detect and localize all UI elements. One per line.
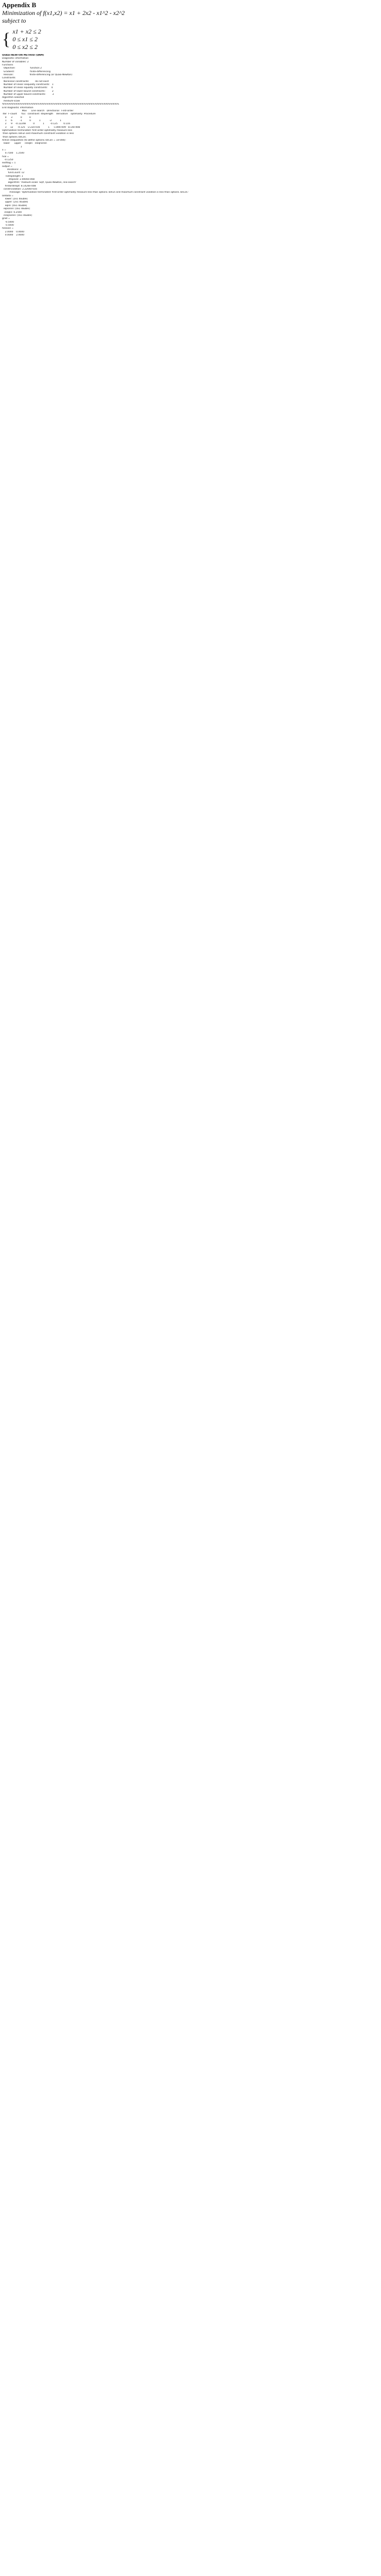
output-line: 0.5000: [2, 224, 14, 227]
output-line: firstorderopt: 8.1426e-008: [2, 184, 36, 188]
output-line: Algorithm selected: [2, 96, 24, 99]
output-line: Optimization terminated: first-order optimality measure less: [2, 129, 72, 132]
output-line: Hessian: finite-differencing (or Quasi-Newton): [2, 74, 72, 77]
section-title: QUASI-NEWTON METHOD (QNM): [2, 54, 44, 57]
output-line: %%%%%%%%%%%%%%%%%%%%%%%%%%%%%%%%%%%%%%%%%%%%%%%%%%%%%: [2, 103, 119, 106]
output-line: exitflag = 1: [2, 162, 16, 165]
output-line: algorithm: 'medium-scale: SQP, Quasi-Newton, line-search': [2, 181, 77, 184]
constraint-list: [12, 28, 41, 51]
output-line: than options.TolFun and maximum constraint violation is less: [2, 132, 74, 135]
output-line: grad =: [2, 217, 10, 221]
output-line: 2 9 -0.12248 0 1 -0.125 0.116: [2, 123, 71, 126]
sections-container: [2, 54, 379, 237]
output-line: 0.0000 2.0000: [2, 233, 24, 236]
output-line: funcCount: 12: [2, 172, 25, 175]
output-line: hessian =: [2, 227, 14, 230]
output-line: lower upper ineqlin ineqnonlin: [2, 142, 47, 145]
output-line: Active inequalities (to within options.TolCon = 1e-006):: [2, 139, 67, 142]
appendix-title: Appendix B: [2, 1, 37, 9]
output-line: than options.TolCon.: [2, 135, 27, 139]
output-line: 0 3 0 0: [2, 116, 31, 119]
output-line: stepsize: 2.0000e-008: [2, 178, 35, 181]
output-line: x =: [2, 148, 6, 151]
output-line: eqlin: [0x1 double]: [2, 204, 27, 207]
output-line: End diagnostic information: [2, 106, 34, 109]
output-line: Number of variables: 2: [2, 60, 29, 63]
document: [2, 1, 379, 237]
output-line: 1: [2, 145, 22, 148]
output-line: Number of linear inequality constraints: 1: [2, 83, 54, 87]
subject-to-label: subject to: [2, 17, 26, 24]
output-line: Number of lower bound constraints: 2: [2, 90, 54, 93]
output-line: -0.1250: [2, 159, 13, 161]
objective-statement: Minimization of f(x1,x2) = x1 + 2x2 - x1^2 - x2^2: [2, 9, 125, 16]
output-line: upper: [2x1 double]: [2, 201, 28, 204]
constraint-row: x1 + x2 ≤ 2: [12, 28, 41, 35]
output-line: lower: [2x1 double]: [2, 198, 28, 201]
section-block: [2, 54, 379, 237]
constraint-row: 0 ≤ x2 ≤ 2: [12, 43, 38, 50]
output-line: 1 6 -1 0 1 -2 1: [2, 119, 61, 122]
output-line: medium-scale: [2, 99, 20, 103]
output-line: ineqnonlin: [0x1 double]: [2, 214, 32, 217]
output-line: fval =: [2, 155, 9, 158]
constraint-row: 0 ≤ x1 ≤ 2: [12, 36, 38, 43]
output-line: Objective: function 2: [2, 67, 42, 70]
output-line: iterations: 3: [2, 168, 22, 172]
output-line: Number of upper bound constraints: 2: [2, 93, 54, 96]
output-line: Number of linear equality constraints: 0: [2, 87, 53, 90]
output-line: ineqlin: 0.2500: [2, 211, 22, 214]
output-line: Diagnostic information: [2, 57, 29, 60]
output-line: output =: [2, 165, 13, 168]
output-line: Gradient: finite-differencing: [2, 70, 51, 73]
output-line: 0.7500 1.2500: [2, 152, 24, 155]
output-line: -0.5000: [2, 221, 14, 224]
output-line: Max Line search Directional First-order: [2, 109, 74, 112]
output-line: Iter F-count f(x) constraint steplength derivative optimality Procedure: [2, 113, 96, 116]
output-line: constrviolation: 2.2204e-016: [2, 188, 37, 191]
output-line: Functions: [2, 64, 13, 67]
output-line: 3 12 -0.125 -2.22e-016 1 -1.89e-009 8.14e-008: [2, 126, 80, 129]
constraint-system: [2, 28, 379, 51]
brace-icon: {: [2, 29, 11, 49]
output-line: Nonlinear constraints: do not exist: [2, 80, 49, 83]
output-line: message: 'Optimization terminated: first-order optimality measure less than options.TolFun and maximum constraint violation is less than options.TolCon.': [2, 191, 189, 194]
output-line: eqnonlin: [0x1 double]: [2, 208, 30, 211]
output-line: Constraints: [2, 77, 15, 80]
output-line: lambda =: [2, 194, 14, 197]
output-line: lssteplength: 1: [2, 175, 23, 178]
output-line: 2.0000 0.0000: [2, 230, 24, 233]
